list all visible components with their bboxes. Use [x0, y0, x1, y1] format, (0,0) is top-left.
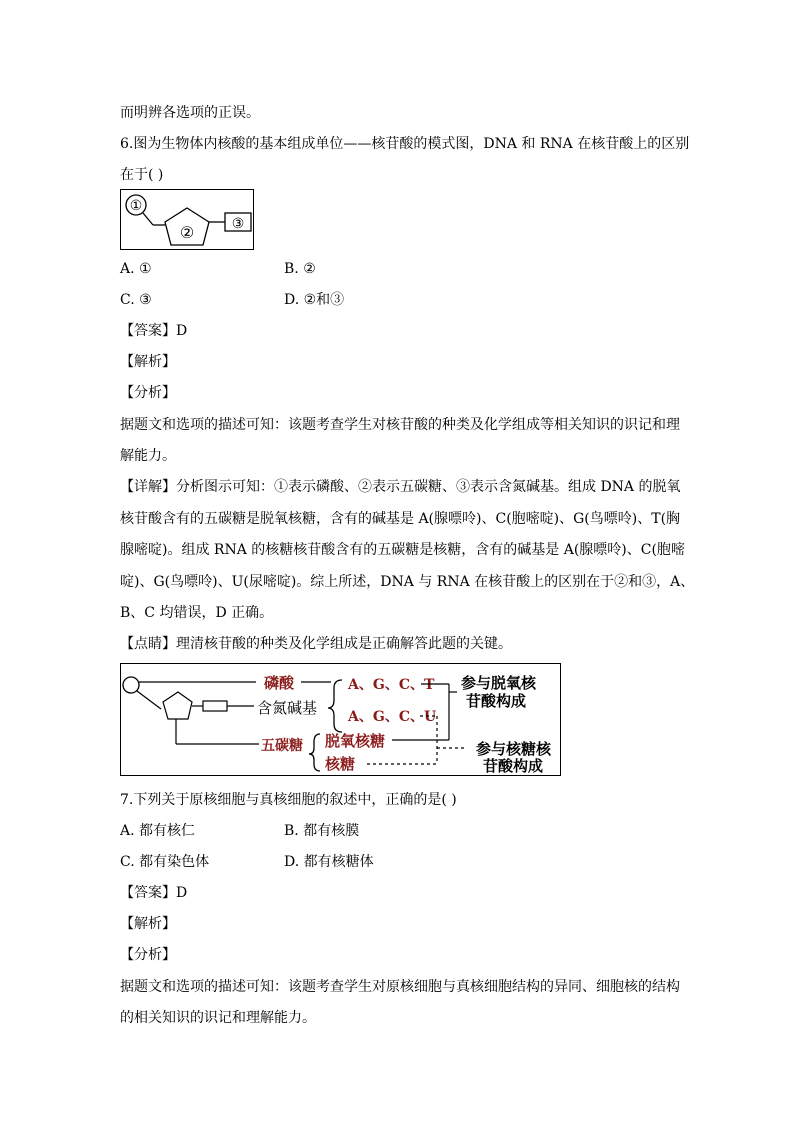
- ribose-label: 核糖: [325, 755, 356, 773]
- detail-text: 核苷酸含有的五碳糖是脱氧核糖，含有的碱基是 A(腺嘌呤)、C(胞嘧啶)、G(鸟嘌呤)、T(胸: [120, 511, 681, 527]
- detail-text: B、C 均错误，D 正确。: [120, 605, 274, 621]
- option-c: C. ③: [120, 292, 152, 308]
- analysis-text: 据题文和选项的描述可知：该题考查学生对原核细胞与真核细胞结构的异同、细胞核的结构: [120, 979, 680, 995]
- detail-text: 腺嘧啶)。组成 RNA 的核糖核苷酸含有的五碳糖是核糖，含有的碱基是 A(腺嘌呤)、C(胞嘧: [120, 542, 685, 558]
- dna-role-line2: 苷酸构成: [466, 692, 527, 710]
- phosphate-label: 磷酸: [264, 674, 295, 692]
- analysis-text-cont: 的相关知识的识记和理解能力。: [120, 1010, 316, 1026]
- analysis-text: 据题文和选项的描述可知：该题考查学生对核苷酸的种类及化学组成等相关知识的识记和理: [120, 417, 680, 433]
- analysis-heading: 【分析】: [120, 385, 176, 401]
- rna-bases: A、G、C、U: [348, 709, 437, 725]
- base-label: 含氮碱基: [257, 699, 318, 717]
- option-d: D. ②和③: [284, 292, 345, 308]
- option-c: C. 都有染色体: [120, 854, 210, 870]
- question-7-stem: 7.下列关于原核细胞与真核细胞的叙述中，正确的是( ): [120, 792, 457, 808]
- text-line: 而明辨各选项的正误。: [120, 105, 260, 121]
- key-point: 【点睛】理清核苷酸的种类及化学组成是正确解答此题的关键。: [120, 636, 512, 652]
- option-b: B. 都有核膜: [284, 823, 360, 839]
- answer-heading: 【答案】D: [120, 885, 188, 901]
- detail-text: 【详解】分析图示可知：①表示磷酸、②表示五碳糖、③表示含氮碱基。组成 DNA 的脱氧: [120, 479, 681, 495]
- rna-role-line1: 参与核糖核: [476, 740, 552, 758]
- label-3: ③: [231, 216, 245, 232]
- deoxyribose-label: 脱氧核糖: [325, 732, 386, 750]
- detail-text: 啶)、G(鸟嘌呤)、U(尿嘧啶)。综上所述，DNA 与 RNA 在核苷酸上的区别在于②和③，A、: [120, 574, 695, 590]
- sugar-label: 五碳糖: [261, 738, 303, 754]
- explanation-heading: 【解析】: [120, 354, 176, 370]
- question-6-stem: 6.图为生物体内核酸的基本组成单位——核苷酸的模式图，DNA 和 RNA 在核苷酸上的区别: [120, 136, 690, 152]
- option-a: A. ①: [120, 261, 152, 277]
- dna-bases: A、G、C、T: [348, 677, 435, 693]
- label-1: ①: [129, 198, 143, 214]
- analysis-heading: 【分析】: [120, 947, 176, 963]
- nucleotide-diagram: [120, 189, 254, 250]
- rna-role-line2: 苷酸构成: [483, 757, 544, 775]
- option-a: A. 都有核仁: [120, 823, 196, 839]
- option-b: B. ②: [284, 261, 316, 277]
- question-6-stem-cont: 在于( ): [120, 167, 164, 183]
- answer-heading: 【答案】D: [120, 323, 188, 339]
- explanation-heading: 【解析】: [120, 916, 176, 932]
- analysis-text-cont: 解能力。: [120, 448, 176, 464]
- dna-role-line1: 参与脱氧核: [461, 674, 537, 692]
- label-2: ②: [179, 223, 195, 242]
- option-d: D. 都有核糖体: [284, 854, 374, 870]
- nucleotide-composition-diagram: [120, 663, 561, 776]
